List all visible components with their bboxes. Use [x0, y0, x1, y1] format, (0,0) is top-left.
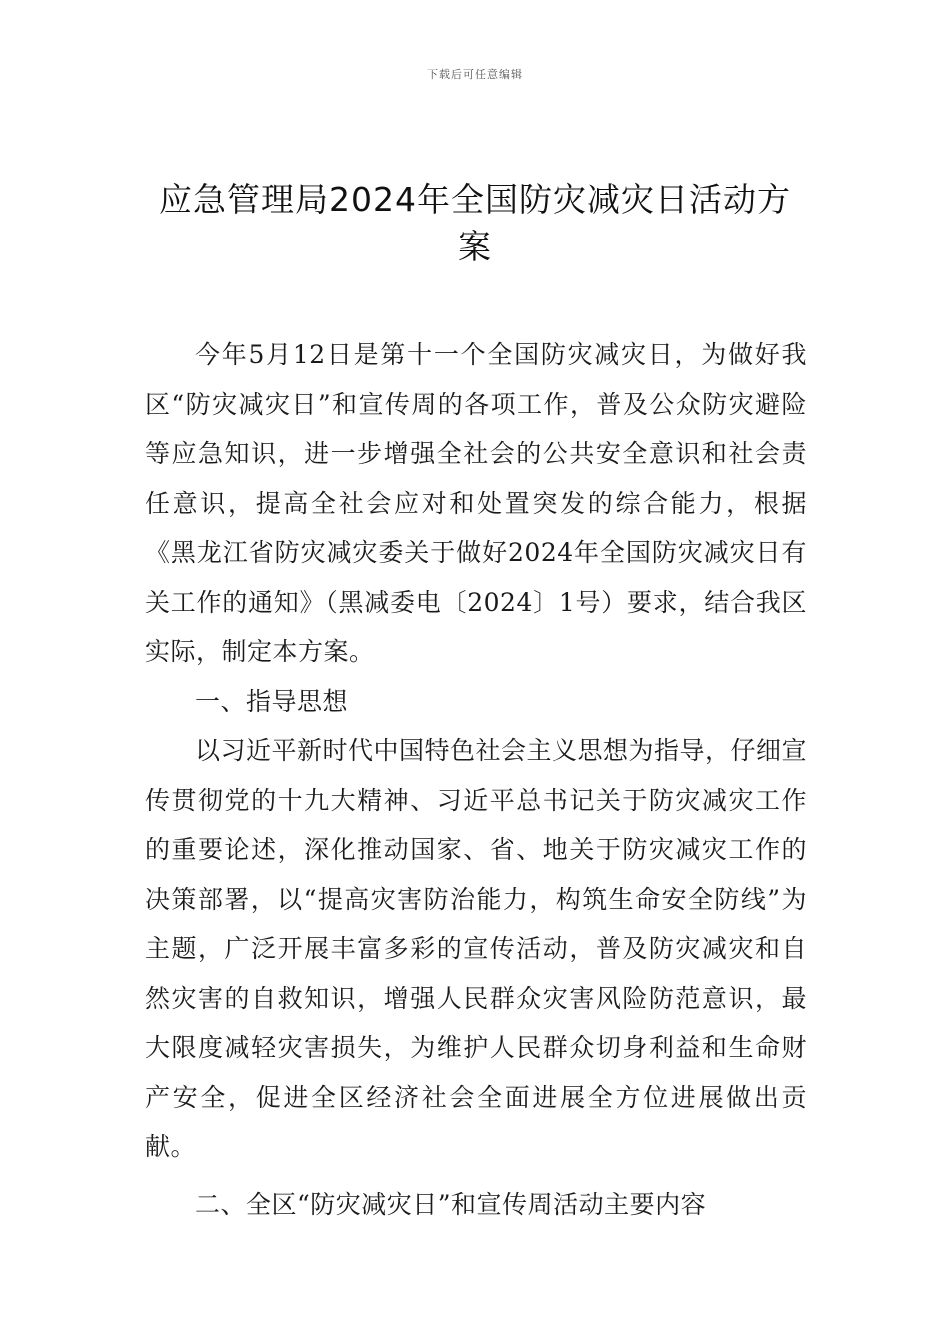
section-heading-main-content: 二、全区“防灾减灾日”和宣传周活动主要内容	[195, 1189, 707, 1219]
section-heading-guiding-ideology: 一、指导思想	[195, 686, 349, 716]
document-body	[145, 330, 807, 1229]
guiding-ideology-paragraph: 以习近平新时代中国特色社会主义思想为指导，仔细宣传贯彻党的十九大精神、习近平总书记关于防灾减灾工作的重要论述，深化推动国家、省、地关于防灾减灾工作的决策部署，以“提高灾害防治能力，构筑生命安全防线”为主题，广泛开展丰富多彩的宣传活动，普及防灾减灾和自然灾害的自救知识，增强人民群众灾害风险防范意识，最大限度减轻灾害损失，为维护人民群众切身利益和生命财产安全，促进全区经济社会全面进展全方位进展做出贡献。	[145, 736, 808, 1161]
intro-paragraph: 今年5月12日是第十一个全国防灾减灾日，为做好我区“防灾减灾日”和宣传周的各项工作，普及公众防灾避险等应急知识，进一步增强全社会的公共安全意识和社会责任意识，提高全社会应对和处置突发的综合能力，根据《黑龙江省防灾减灾委关于做好2024年全国防灾减灾日有关工作的通知》（黑减委电〔2024〕1号）要求，结合我区实际，制定本方案。	[145, 340, 807, 666]
document-title: 应急管理局2024年全国防灾减灾日活动方案	[159, 180, 791, 266]
header-note: 下载后可任意编辑	[427, 68, 523, 81]
